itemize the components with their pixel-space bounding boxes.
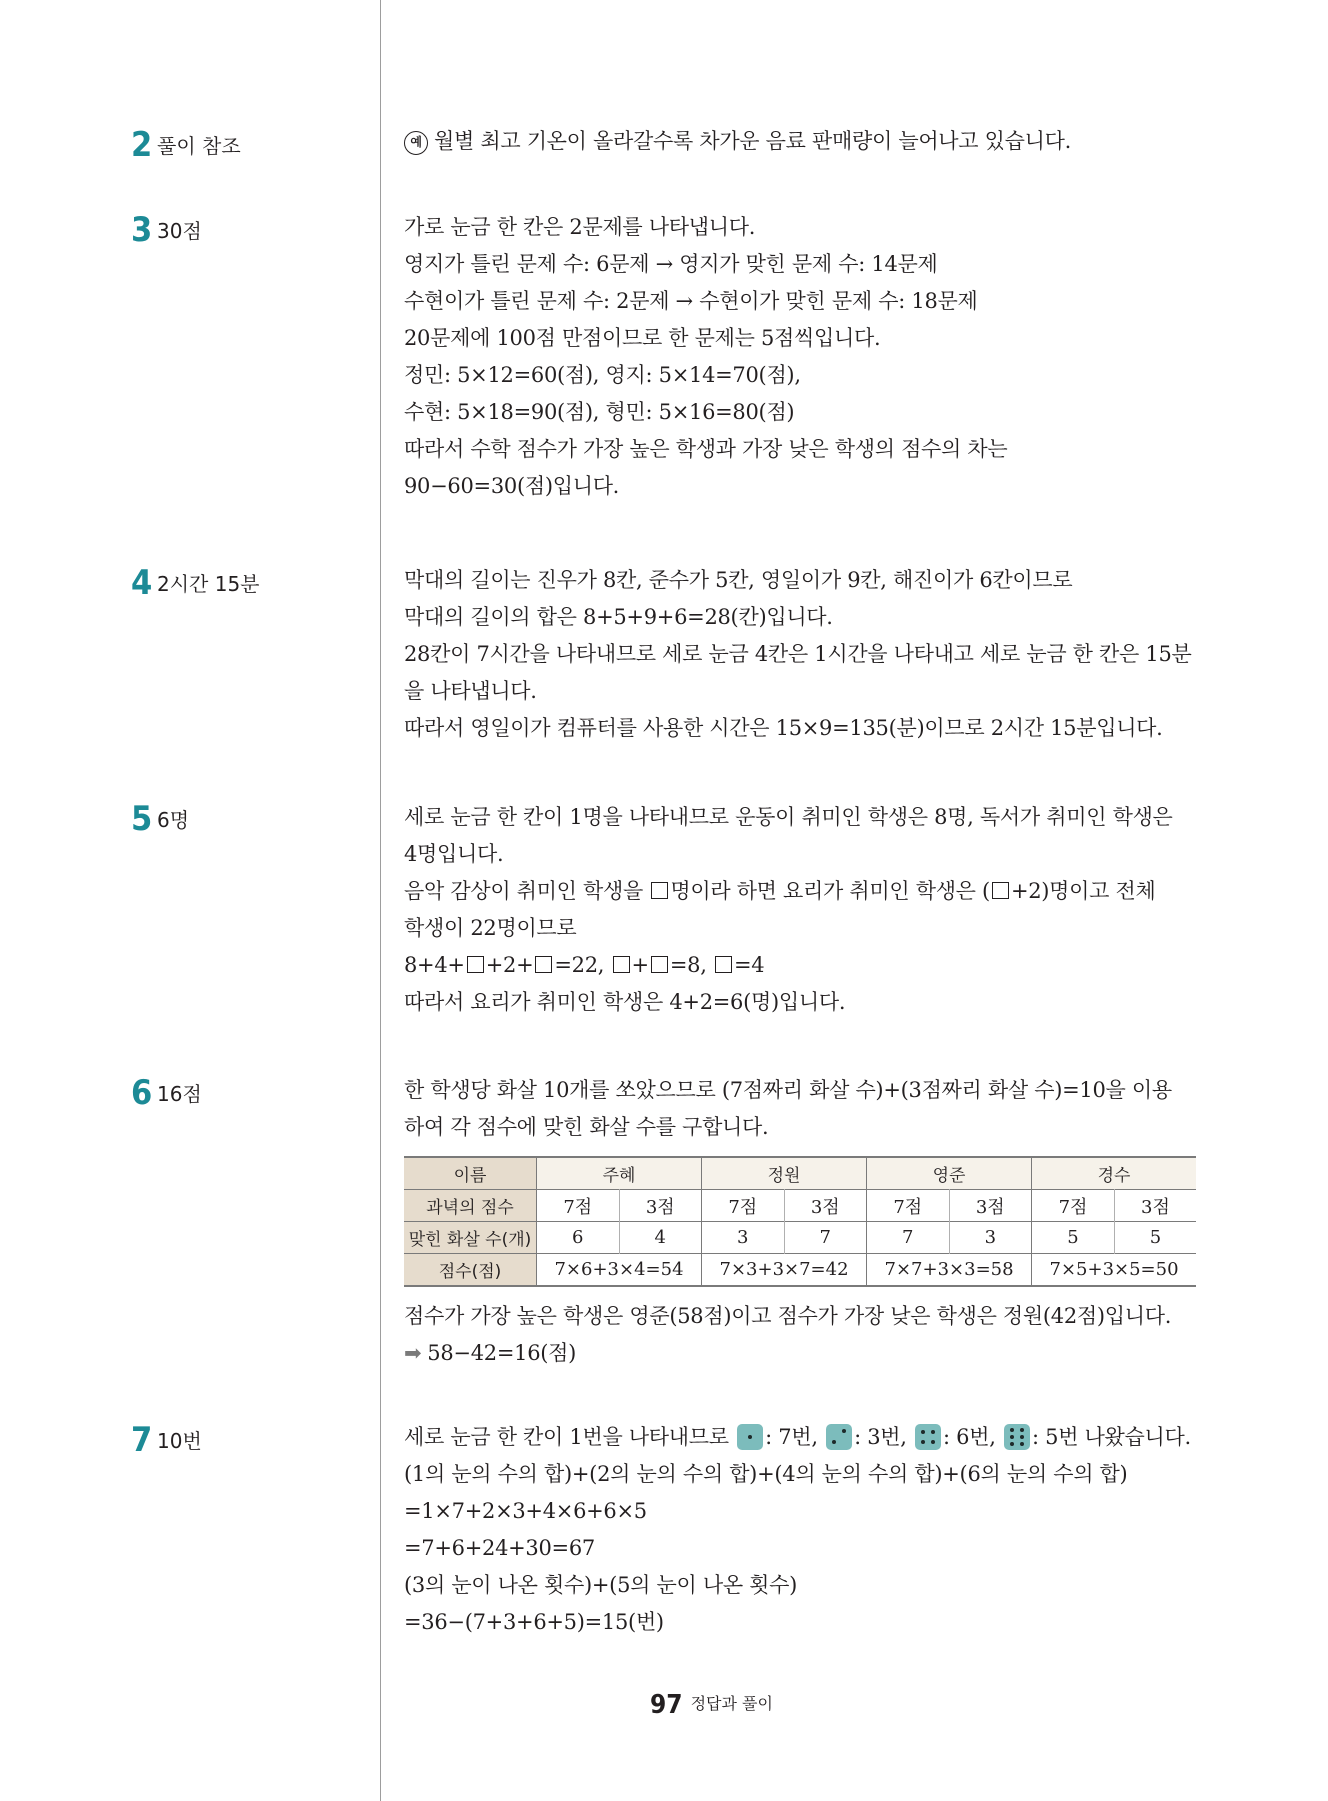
problem-number: 3 [131, 210, 153, 250]
text-span: =4 [733, 953, 765, 977]
solution-line: (3의 눈이 나온 횟수)+(5의 눈이 나온 횟수) [404, 1573, 798, 1597]
equation-line [404, 947, 1204, 984]
solution-line [404, 1335, 1204, 1372]
blank-box [535, 956, 552, 973]
table-cell: 7×7+3×3=58 [867, 1254, 1032, 1287]
table-name: 경수 [1032, 1157, 1196, 1190]
die-two-icon [826, 1424, 852, 1450]
text-span: =22, [554, 953, 611, 977]
page-number: 97 [650, 1690, 683, 1720]
problem-number: 5 [131, 799, 153, 839]
solution-line: 하여 각 점수에 맞힌 화살 수를 구합니다. [404, 1115, 769, 1139]
blank-box [651, 882, 668, 899]
table-cell: 7 [867, 1222, 950, 1254]
solution-line: 수현: 5×18=90(점), 형민: 5×16=80(점) [404, 400, 795, 424]
table-cell: 7점 [867, 1190, 950, 1222]
die-four-icon [915, 1424, 941, 1450]
table-cell: 7×3+3×7=42 [702, 1254, 867, 1287]
problem-number: 6 [131, 1073, 153, 1113]
problem-answer: 16점 [157, 1082, 202, 1106]
table-cell: 5 [1032, 1222, 1115, 1254]
die-six-icon [1004, 1424, 1030, 1450]
solution [404, 562, 1204, 747]
problem-answer: 풀이 참조 [157, 134, 241, 158]
table-name: 정원 [702, 1157, 867, 1190]
table-cell: 3 [949, 1222, 1032, 1254]
solution-line: 학생이 22명이므로 [404, 916, 577, 940]
solution-line: 90−60=30(점)입니다. [404, 474, 620, 498]
solution-line: 정민: 5×12=60(점), 영지: 5×14=70(점), [404, 363, 801, 387]
problem-answer: 2시간 15분 [157, 572, 260, 596]
text-span: + [631, 953, 649, 977]
table-cell: 5 [1114, 1222, 1196, 1254]
solution [404, 209, 1204, 505]
text-span: 58−42=16(점) [427, 1341, 577, 1365]
table-cell: 7×5+3×5=50 [1032, 1254, 1196, 1287]
table-header: 맞힌 화살 수(개) [404, 1222, 537, 1254]
problem-answer: 10번 [157, 1429, 202, 1453]
solution-line: (1의 눈의 수의 합)+(2의 눈의 수의 합)+(4의 눈의 수의 합)+(6의 눈의 수의 합) [404, 1462, 1128, 1486]
problem-answer: 6명 [157, 808, 190, 832]
table-cell: 7점 [702, 1190, 785, 1222]
table-cell: 6 [537, 1222, 620, 1254]
solution [404, 799, 1204, 1021]
solution-line: =1×7+2×3+4×6+6×5 [404, 1499, 647, 1523]
solution-line: 수현이가 틀린 문제 수: 2문제 → 수현이가 맞힌 문제 수: 18문제 [404, 289, 978, 313]
solution [404, 1072, 1204, 1146]
text-span: 8+4+ [404, 953, 465, 977]
table-cell: 7 [784, 1222, 867, 1254]
example-mark: 예 [404, 131, 428, 155]
score-table [404, 1156, 1196, 1287]
problem-number: 7 [131, 1420, 153, 1460]
text-span: : 5번 나왔습니다. [1031, 1425, 1191, 1449]
solution-line: =36−(7+3+6+5)=15(번) [404, 1610, 664, 1634]
table-name: 영준 [867, 1157, 1032, 1190]
table-header: 과녁의 점수 [404, 1190, 537, 1222]
text-span: : 7번, [765, 1425, 825, 1449]
problem-number: 2 [131, 125, 153, 165]
table-cell: 3 [702, 1222, 785, 1254]
blank-box [613, 956, 630, 973]
blank-box [715, 956, 732, 973]
solution-line: 28칸이 7시간을 나타내므로 세로 눈금 4칸은 1시간을 나타내고 세로 눈금 한 칸은 15분 [404, 642, 1192, 666]
solution-line: =7+6+24+30=67 [404, 1536, 595, 1560]
die-one-icon [737, 1424, 763, 1450]
table-cell: 3점 [1114, 1190, 1196, 1222]
text-span: +2)명이고 전체 [1010, 879, 1156, 903]
table-header: 이름 [404, 1157, 537, 1190]
table-cell: 4 [619, 1222, 702, 1254]
solution-line: 20문제에 100점 만점이므로 한 문제는 5점씩입니다. [404, 326, 881, 350]
solution [404, 1419, 1204, 1641]
table-cell: 7×6+3×4=54 [537, 1254, 702, 1287]
table-cell: 7점 [537, 1190, 620, 1222]
solution-line: 따라서 수학 점수가 가장 높은 학생과 가장 낮은 학생의 점수의 차는 [404, 437, 1008, 461]
text-span: 음악 감상이 취미인 학생을 [404, 879, 650, 903]
solution-line: 한 학생당 화살 10개를 쏘았으므로 (7점짜리 화살 수)+(3점짜리 화살 수)=10을 이용 [404, 1078, 1172, 1102]
table-header: 점수(점) [404, 1254, 537, 1287]
blank-box [467, 956, 484, 973]
table-cell: 3점 [784, 1190, 867, 1222]
table-cell: 7점 [1032, 1190, 1115, 1222]
text-span: +2+ [485, 953, 534, 977]
solution-line [404, 873, 1204, 910]
page-footer [650, 1690, 773, 1720]
solution-line: 막대의 길이의 합은 8+5+9+6=28(칸)입니다. [404, 605, 833, 629]
solution-line: 점수가 가장 높은 학생은 영준(58점)이고 점수가 가장 낮은 학생은 정원(42점)입니다. [404, 1304, 1172, 1328]
solution-line: 을 나타냅니다. [404, 679, 537, 703]
page-label: 정답과 풀이 [690, 1694, 773, 1713]
solution [404, 123, 1204, 160]
text-span: 명이라 하면 요리가 취미인 학생은 ( [670, 879, 990, 903]
text-span: 세로 눈금 한 칸이 1번을 나타내므로 [404, 1425, 736, 1449]
solution-line: 따라서 영일이가 컴퓨터를 사용한 시간은 15×9=135(분)이므로 2시간 15분입니다. [404, 716, 1163, 740]
text-span: : 3번, [854, 1425, 914, 1449]
text-span: : 6번, [943, 1425, 1002, 1449]
problem-answer: 30점 [157, 219, 202, 243]
solution-line: 영지가 틀린 문제 수: 6문제 → 영지가 맞힌 문제 수: 14문제 [404, 252, 938, 276]
arrow-icon: ➡ [404, 1341, 422, 1365]
column-divider [380, 0, 381, 1801]
solution-continued [404, 1298, 1204, 1372]
problem-number: 4 [131, 563, 153, 603]
solution-line: 따라서 요리가 취미인 학생은 4+2=6(명)입니다. [404, 990, 846, 1014]
table-cell: 3점 [619, 1190, 702, 1222]
solution-line: 세로 눈금 한 칸이 1명을 나타내므로 운동이 취미인 학생은 8명, 독서가 취미인 학생은 [404, 805, 1173, 829]
blank-box [651, 956, 668, 973]
solution-line: 가로 눈금 한 칸은 2문제를 나타냅니다. [404, 215, 756, 239]
table-name: 주혜 [537, 1157, 702, 1190]
solution-line [404, 1419, 1204, 1456]
solution-line: 월별 최고 기온이 올라갈수록 차가운 음료 판매량이 늘어나고 있습니다. [434, 129, 1071, 153]
text-span: =8, [669, 953, 713, 977]
table-cell: 3점 [949, 1190, 1032, 1222]
solution-line: 막대의 길이는 진우가 8칸, 준수가 5칸, 영일이가 9칸, 해진이가 6칸이므로 [404, 568, 1073, 592]
blank-box [992, 882, 1009, 899]
solution-line: 4명입니다. [404, 842, 504, 866]
